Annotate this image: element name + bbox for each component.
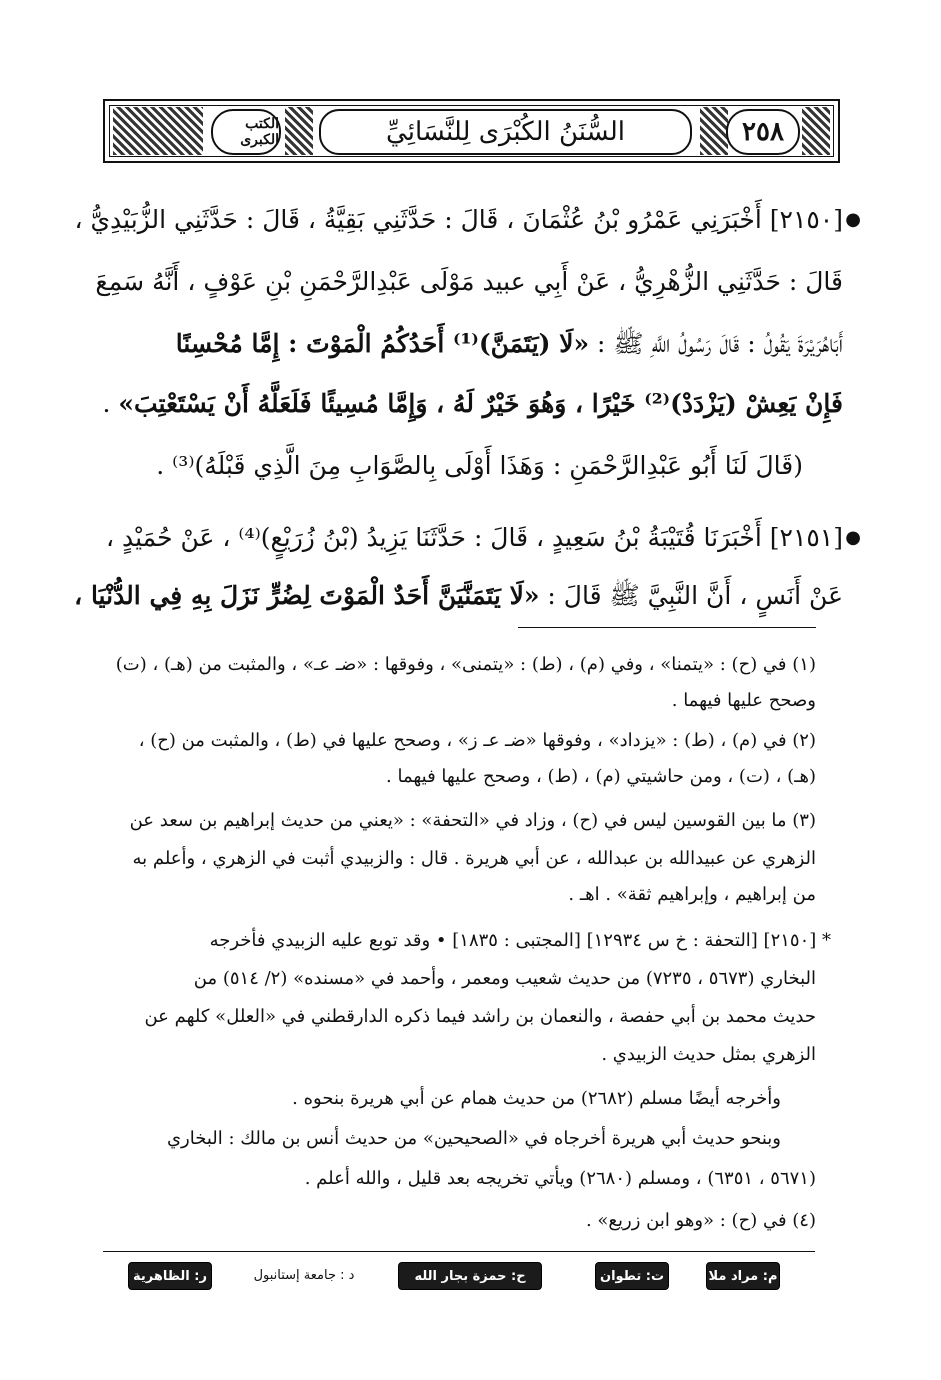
text-line xyxy=(102,384,843,424)
footnote-4: (٤) في (ح) : «وهو ابن زريع» . xyxy=(585,1210,816,1231)
ornament-band-left xyxy=(113,107,203,155)
footnote-separator xyxy=(518,627,816,628)
footnote-1: (١) في (ح) : «يتمنا» ، وفي (م) ، (ط) : «يتمنى» ، وفوقها : «ضـ عـ» ، والمثبت من (هـ) ، (ت) xyxy=(115,654,816,675)
takhrij-line: الزهري بمثل حديث الزبيدي . xyxy=(601,1044,816,1065)
takhrij-line: (٥٦٧١ ، ٦٣٥١) ، ومسلم (٢٦٨٠) ويأتي تخريجه بعد قليل ، والله أعلم . xyxy=(304,1168,816,1189)
hadith-2151-line: عَنْ أَنَسٍ ، أَنَّ النَّبِيَّ ﷺ قَالَ : xyxy=(539,581,843,610)
manuscript-tag-d: د : جامعة إستانبول xyxy=(253,1267,355,1283)
footnote-3: (٣) ما بين القوسين ليس في (ح) ، وزاد في «التحفة» : «يعني من حديث إبراهيم بن سعد عن xyxy=(129,810,816,831)
ornament-band-right xyxy=(802,107,830,155)
hadith-2150-line: [٢١٥٠] أَخْبَرَنِي عَمْرُو بْنُ عُثْمَانَ ، قَالَ : حَدَّثَنِي بَقِيَّةُ ، قَالَ : حَدَّثَنِي الزُّبَيْدِيُّ ، xyxy=(74,205,843,234)
takhrij-line: وأخرجه أيضًا مسلم (٢٦٨٢) من حديث همام عن أبي هريرة بنحوه . xyxy=(292,1088,781,1109)
manuscript-tag-m: م: مراد ملا xyxy=(706,1262,780,1290)
takhrij-line: حديث محمد بن أبي حفصة ، والنعمان بن راشد فيما ذكره الدارقطني في «العلل» كلهم عن xyxy=(144,1006,816,1027)
author-comment: (قَالَ لَنَا أَبُو عَبْدِالرَّحْمَنِ : وَهَذَا أَوْلَى بِالصَّوَابِ مِنَ الَّذِي قَبْلَهُ)⁽³⁾ . xyxy=(156,451,803,480)
text-line xyxy=(95,262,843,302)
takhrij-line: البخاري (٥٦٧٣ ، ٧٢٣٥) من حديث شعيب ومعمر ، وأحمد في «مسنده» (٢/ ٥١٤) من xyxy=(193,968,816,989)
footnote-3-cont: من إبراهيم ، وإبراهيم ثقة» . اهـ . xyxy=(568,884,816,905)
hadith-2150-line: قَالَ : حَدَّثَنِي الزُّهْرِيُّ ، عَنْ أَبِي عبيد مَوْلَى عَبْدِالرَّحْمَنِ بْنِ عَوْفٍ ، أَنَّهُ سَمِعَ xyxy=(95,267,843,296)
punctuation: . xyxy=(102,389,119,418)
takhrij-line: وبنحو حديث أبي هريرة أخرجاه في «الصحيحين» من حديث أنس بن مالك : البخاري xyxy=(166,1128,781,1149)
text-line xyxy=(108,324,843,364)
takhrij-line: * [٢١٥٠] [التحفة : خ س ١٢٩٣٤] [المجتبى : ١٨٣٥] • وقد توبع عليه الزبيدي فأخرجه xyxy=(209,930,831,951)
page-number: ٢٥٨ xyxy=(726,109,800,155)
text-line xyxy=(74,200,861,240)
page-header xyxy=(103,99,840,163)
prophetic-saying: «لَا (يَتَمَنَّ)⁽¹⁾ أَحَدُكُمُ الْمَوْتَ : إِمَّا مُحْسِنًا xyxy=(175,329,590,358)
text-line xyxy=(105,518,861,558)
footnote-2: (٢) في (م) ، (ط) : «يزداد» ، وفوقها «ضـ عـ ز» ، وصحح عليها في (ط) ، والمثبت من (ح) ، xyxy=(138,730,816,751)
running-title: السُّنَنُ الكُبْرَى لِلنَّسَائِيِّ xyxy=(319,109,692,155)
manuscript-tag-t: ت: تطوان xyxy=(595,1262,669,1290)
ornament-band-right-inner xyxy=(700,107,728,155)
manuscript-tag-h: ح: حمزة بجار الله xyxy=(398,1262,542,1290)
hadith-2151-line: [٢١٥١] أَخْبَرَنَا قُتَيْبَةُ بْنُ سَعِيدٍ ، قَالَ : حَدَّثَنَا يَزِيدُ (بْنُ زُرَيْعٍ)⁽⁴⁾ ، عَنْ حُمَيْدٍ ، xyxy=(105,523,843,552)
footer-rule xyxy=(103,1251,815,1252)
bullet-icon: ● xyxy=(845,209,861,230)
text-line xyxy=(108,446,803,486)
manuscript-tag-r: ر: الظاهرية xyxy=(128,1262,212,1290)
hadith-2150-line: أَبَاهُرَيْرَةَ يَقُولُ : قَالَ رَسُولُ اللَّهِ ﷺ : xyxy=(589,329,843,358)
footnote-3-cont: الزهري عن عبيدالله بن عبدالله ، عن أبي هريرة . قال : والزبيدي أثبت في الزهري ، وأعلم به xyxy=(132,848,816,869)
prophetic-saying: «لَا يَتَمَنَّيَنَّ أَحَدٌ الْمَوْتَ لِضُرٍّ نَزَلَ بِهِ فِي الدُّنْيَا ، xyxy=(74,581,540,610)
book-emblem: الكتب الكبرى xyxy=(211,109,281,155)
prophetic-saying: فَإِنْ يَعِشْ (يَزْدَدْ)⁽²⁾ خَيْرًا ، وَهُوَ خَيْرٌ لَهُ ، وَإِمَّا مُسِيئًا فَلَعَلَّهُ أَنْ يَسْتَعْتِبَ» xyxy=(118,389,843,418)
bullet-icon: ● xyxy=(845,527,861,548)
footnote-1-cont: وصحح عليها فيهما . xyxy=(671,690,816,711)
text-line xyxy=(74,576,843,616)
ornament-band-left-inner xyxy=(285,107,313,155)
footnote-2-cont: (هـ) ، (ت) ، ومن حاشيتي (م) ، (ط) ، وصحح عليها فيهما . xyxy=(386,766,816,787)
